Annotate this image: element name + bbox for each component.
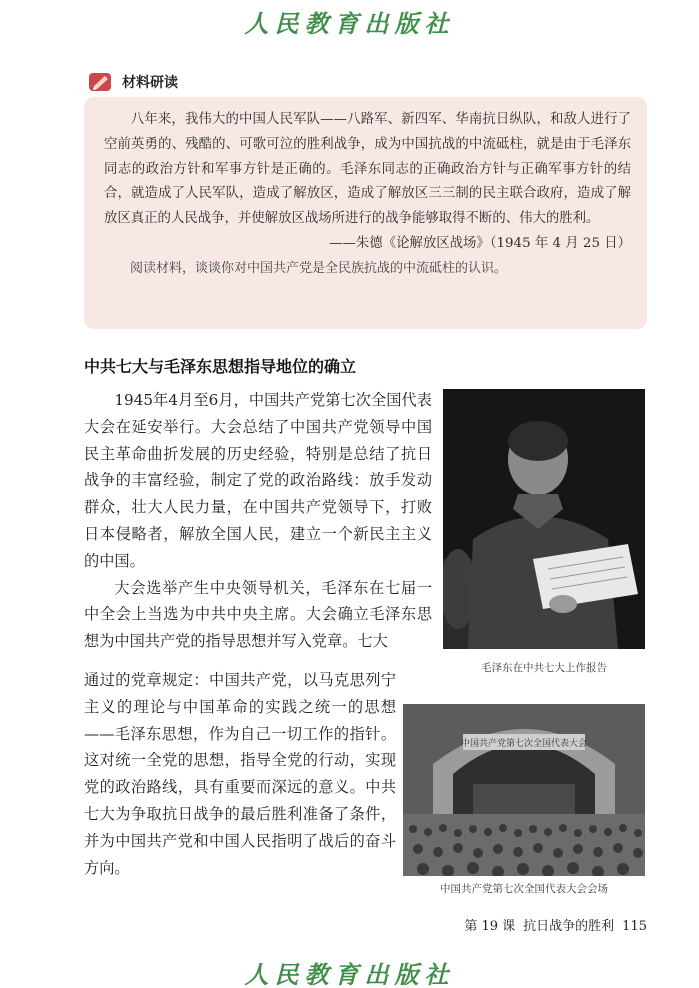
- publisher-header: 人民教育出版社: [244, 9, 455, 38]
- caption-mao-report: 毛泽东在中共七大上作报告: [481, 662, 607, 674]
- hall-banner-text: 中国共产党第七次全国代表大会: [460, 739, 588, 749]
- section-heading: 中共七大与毛泽东思想指导地位的确立: [84, 357, 357, 376]
- material-box: [84, 97, 647, 329]
- body-column-lower: [84, 667, 396, 881]
- body-paragraph-2b: 通过的党章规定：中国共产党，以马克思列宁主义的理论与中国革命的实践之统一的思想——毛泽东思想，作为自己一切工作的指针。这对统一全党的思想，指导全党的行动，实现党的政治路线，具有重要而深远的意义。中共七大为争取抗日战争的最后胜利准备了条件，并为中国共产党和中国人民指明了战后的奋斗方向。: [84, 671, 396, 877]
- material-reading-label: [88, 70, 178, 94]
- caption-congress-hall: 中国共产党第七次全国代表大会会场: [440, 883, 608, 895]
- page-footer: [456, 915, 647, 934]
- material-label-text: 材料研读: [122, 75, 178, 91]
- material-source: ——朱德《论解放区战场》（1945 年 4 月 25 日）: [329, 235, 631, 251]
- photo-mao-report: [443, 389, 645, 649]
- footer-title: 抗日战争的胜利: [523, 919, 615, 934]
- footer-lesson: 第 19 课: [464, 919, 516, 934]
- material-paragraph: 八年来，我伟大的中国人民军队——八路军、新四军、华南抗日纵队，和敌人进行了空前英勇的、残酷的、可歌可泣的胜利战争，成为中国抗战的中流砥柱，就是由于毛泽东同志的政治方针和军事方针是正确的。毛泽东同志的正确政治方针与正确军事方针的结合，就造成了人民军队，造成了解放区，造成了解放区三三制的民主联合政府，造成了解放区真正的人民战争，并使解放区战场所进行的战争能够取得不断的、伟大的胜利。: [104, 112, 631, 227]
- page-number: 115: [622, 919, 647, 934]
- publisher-footer: 人民教育出版社: [244, 960, 455, 988]
- pencil-icon: [88, 71, 114, 93]
- photo-mao-graphic: [443, 389, 645, 649]
- body-paragraph-1: 1945年4月至6月，中国共产党第七次全国代表大会在延安举行。大会总结了中国共产党领导中国民主革命曲折发展的历史经验，特别是总结了抗日战争的丰富经验，制定了党的政治路线：放手发动群众，壮大人民力量，在中国共产党领导下，打败日本侵略者，解放全国人民，建立一个新民主主义的中国。: [84, 391, 432, 570]
- body-column-upper: [84, 387, 432, 655]
- body-paragraph-2a: 大会选举产生中央领导机关，毛泽东在七届一中全会上当选为中共中央主席。大会确立毛泽东思想为中国共产党的指导思想并写入党章。七大: [84, 578, 432, 651]
- material-question: 阅读材料，谈谈你对中国共产党是全民族抗战的中流砥柱的认识。: [130, 260, 508, 276]
- photo-congress-hall: [403, 704, 645, 876]
- photo-hall-graphic: [403, 704, 645, 876]
